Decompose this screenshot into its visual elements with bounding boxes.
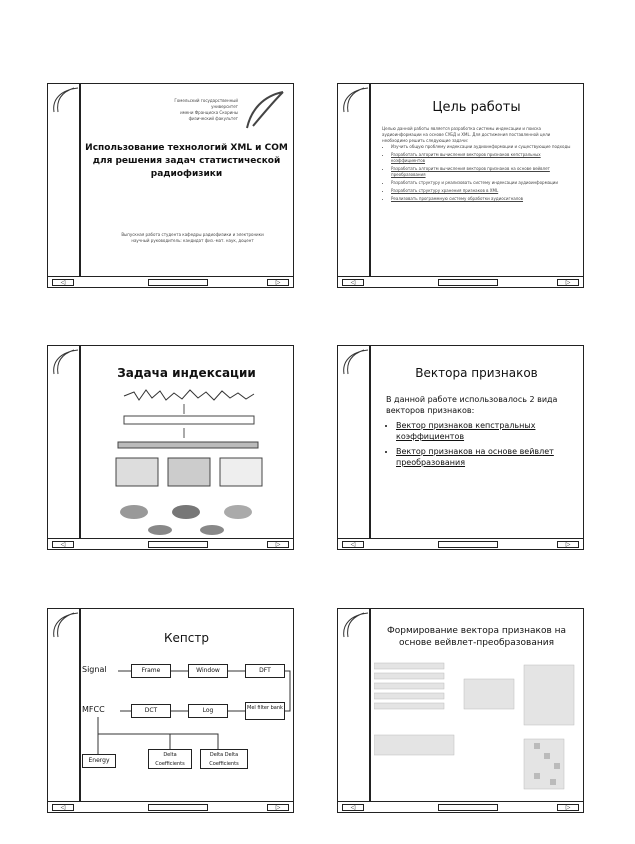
swirl-decoration-icon xyxy=(340,86,370,116)
bullet-item: • Разработать структуру и реализовать систему индексации аудиоинформации xyxy=(391,180,575,186)
prev-slide-button[interactable]: ◁ xyxy=(52,279,74,286)
bullet-item: • Вектор признаков на основе вейвлет преобразования xyxy=(396,446,573,468)
bullet-item: • Реализовать программную систему обработки аудиосигналов xyxy=(391,196,575,202)
delta-delta-coefficients-box: Delta Delta Coefficients xyxy=(200,749,248,769)
cluster xyxy=(224,505,252,519)
feature-strip xyxy=(118,442,258,448)
cluster xyxy=(172,505,200,519)
feature-block xyxy=(116,458,158,486)
left-bar xyxy=(369,346,371,539)
intro-text: Целью данной работы является разработка системы индексации и поиска аудиоинформации на основе СУБД и XML. Для достижения поставленной цели необходимо решить следующие задачи: xyxy=(382,126,551,143)
bullet-item: • Изучить общую проблему индексации аудиоинформации и существующие подходы xyxy=(391,144,575,150)
slide-1 xyxy=(47,83,294,288)
left-bar xyxy=(369,609,371,802)
next-slide-button[interactable]: ▷ xyxy=(557,279,579,286)
signal-label: Signal xyxy=(82,665,107,674)
cluster xyxy=(200,525,224,535)
dft-box: DFT xyxy=(245,664,285,678)
waveform xyxy=(124,390,254,400)
slide-title: Цель работы xyxy=(432,100,521,115)
slide-3 xyxy=(47,345,294,550)
frames-strip xyxy=(124,416,254,424)
progress-bar xyxy=(148,804,208,811)
progress-bar xyxy=(438,804,498,811)
feature-block xyxy=(220,458,262,486)
cluster xyxy=(148,525,172,535)
indexing-diagram xyxy=(114,386,284,536)
slide-title: Использование технологий XML и COM для решения задач статистической радиофизики xyxy=(85,143,288,179)
slide-4 xyxy=(337,345,584,550)
left-bar xyxy=(369,84,371,277)
intro-text: В данной работе использовалось 2 вида векторов признаков: xyxy=(386,395,558,415)
slide-footer-text xyxy=(98,232,287,244)
next-slide-button[interactable]: ▷ xyxy=(557,804,579,811)
progress-bar xyxy=(148,279,208,286)
next-slide-button[interactable]: ▷ xyxy=(267,541,289,548)
progress-bar xyxy=(438,279,498,286)
slide-body xyxy=(386,394,573,470)
header-line: Гомельский государственный университет xyxy=(174,98,238,109)
mel-filter-bank-box: Mel filter bank xyxy=(245,702,285,720)
slide-5 xyxy=(47,608,294,813)
slide-title: Формирование вектора признаков на основе вейвлет-преобразования xyxy=(386,626,567,648)
cluster xyxy=(120,505,148,519)
slide-title: Задача индексации xyxy=(117,366,256,380)
footer-line: Выпускная работа студента кафедры радиофизики и электроники xyxy=(121,232,264,237)
delta-coefficients-box: Delta Coefficients xyxy=(148,749,192,769)
progress-bar xyxy=(438,541,498,548)
swirl-decoration-icon xyxy=(340,611,370,641)
slide-6 xyxy=(337,608,584,813)
bullet-item: • Разработать алгоритм вычисления векторов признаков кепстральных коэффициентов xyxy=(391,152,575,164)
bullet-item: • Вектор признаков кепстральных коэффициентов xyxy=(396,420,573,442)
wavelet-diagram xyxy=(374,659,584,799)
next-slide-button[interactable]: ▷ xyxy=(557,541,579,548)
header-line: физический факультет xyxy=(188,116,238,121)
bullet-item: • Разработать структуру хранения признаков в XML xyxy=(391,188,575,194)
feature-block xyxy=(168,458,210,486)
frame-box: Frame xyxy=(131,664,171,678)
prev-slide-button[interactable]: ◁ xyxy=(342,804,364,811)
window-box: Window xyxy=(188,664,228,678)
prev-slide-button[interactable]: ◁ xyxy=(52,804,74,811)
mfcc-label: MFCC xyxy=(82,705,105,714)
bullet-item: • Разработать алгоритм вычисления векторов признаков на основе вейвлет преобразования xyxy=(391,166,575,178)
slide-title: Кепстр xyxy=(164,631,209,645)
slide-body xyxy=(382,126,575,204)
prev-slide-button[interactable]: ◁ xyxy=(342,541,364,548)
left-bar xyxy=(79,346,81,539)
feather-logo-icon xyxy=(243,90,287,130)
prev-slide-button[interactable]: ◁ xyxy=(342,279,364,286)
prev-slide-button[interactable]: ◁ xyxy=(52,541,74,548)
next-slide-button[interactable]: ▷ xyxy=(267,279,289,286)
swirl-decoration-icon xyxy=(340,348,370,378)
slide-2 xyxy=(337,83,584,288)
university-header xyxy=(168,98,238,122)
header-line: имени Франциска Скорины xyxy=(180,110,238,115)
dct-box: DCT xyxy=(131,704,171,718)
slide-title: Вектора признаков xyxy=(415,366,538,380)
energy-box: Energy xyxy=(82,754,116,768)
progress-bar xyxy=(148,541,208,548)
footer-line: научный руководитель: кандидат физ.-мат. наук, доцент xyxy=(131,238,254,243)
log-box: Log xyxy=(188,704,228,718)
swirl-decoration-icon xyxy=(50,86,80,116)
left-bar xyxy=(79,84,81,277)
next-slide-button[interactable]: ▷ xyxy=(267,804,289,811)
swirl-decoration-icon xyxy=(50,348,80,378)
